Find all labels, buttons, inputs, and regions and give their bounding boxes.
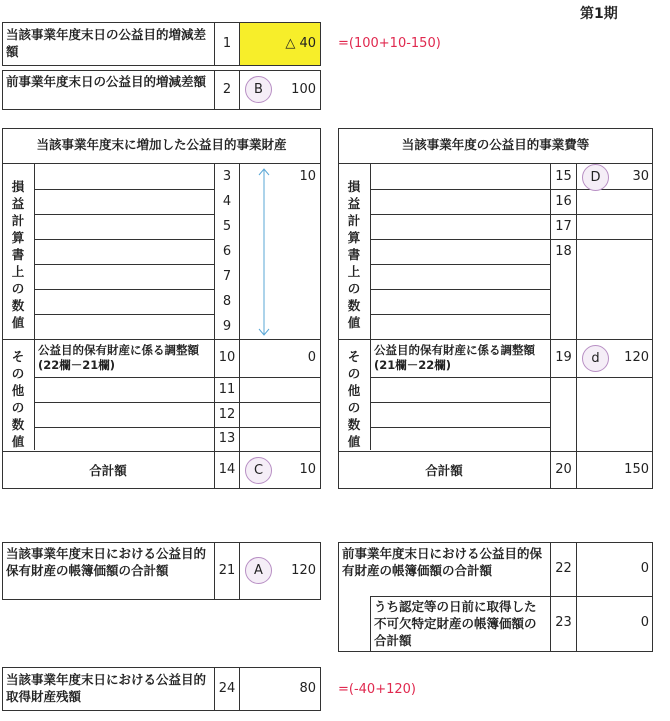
row24-number: 24	[218, 681, 236, 696]
right-total-value: 150	[624, 462, 649, 477]
row22-label: 前事業年度末日における公益目的保有財産の帳簿価額の合計額	[342, 546, 543, 578]
row21-label: 当該事業年度末日における公益目的保有財産の帳簿価額の合計額	[6, 546, 207, 578]
row2-circle-marker: B	[245, 76, 272, 103]
left-row-11-number: 11	[218, 382, 236, 397]
left-row-5-number: 5	[222, 219, 232, 234]
row22-number: 22	[555, 561, 572, 576]
right-total-label: 合計額	[425, 463, 463, 478]
row24-formula: =(-40+120)	[338, 682, 416, 697]
right-table-title: 当該事業年度の公益目的事業費等	[401, 137, 590, 152]
left-table-title: 当該事業年度末に増加した公益目的事業財産	[36, 137, 287, 152]
left-group2-label: その他の数値	[11, 349, 25, 449]
left-row-6-number: 6	[222, 244, 232, 259]
right-adjust-label: 公益目的保有財産に係る調整額(21欄－22欄)	[374, 343, 535, 372]
left-total-value: 10	[299, 462, 316, 477]
row1-number: 1	[222, 36, 232, 51]
period-label: 第1期	[580, 6, 618, 22]
row21-number: 21	[218, 563, 236, 578]
row23-label: うち認定等の日前に取得した不可欠特定財産の帳簿価額の合計額	[374, 599, 537, 648]
left-row-4-number: 4	[222, 194, 232, 209]
double-arrow-icon	[256, 167, 272, 337]
right-row-15-number: 15	[555, 169, 572, 184]
left-adjust-label: 公益目的保有財産に係る調整額(22欄－21欄)	[38, 343, 199, 372]
row23-value: 0	[640, 615, 649, 630]
left-row-13-number: 13	[218, 431, 236, 446]
left-group1-label: 損益計算書上の数値	[11, 179, 25, 330]
right-total-number: 20	[555, 462, 572, 477]
row24-value: 80	[299, 681, 316, 696]
right-row-17-number: 17	[555, 219, 572, 234]
right-row-19-circle-marker: d	[582, 345, 609, 372]
row2-value: 100	[291, 82, 316, 97]
left-row-10-value: 0	[307, 350, 316, 365]
left-total-label: 合計額	[89, 463, 127, 478]
row22-value: 0	[640, 561, 649, 576]
left-total-number: 14	[218, 462, 236, 477]
left-row-10-number: 10	[218, 350, 236, 365]
right-group2-label: その他の数値	[347, 349, 361, 449]
right-row-18-number: 18	[555, 244, 572, 259]
row1-value: △ 40	[285, 36, 316, 51]
left-row-12-number: 12	[218, 407, 236, 422]
row1-formula: =(100+10-150)	[338, 36, 441, 51]
left-row-3-value: 10	[299, 169, 316, 184]
row23-number: 23	[555, 615, 572, 630]
right-row-16-number: 16	[555, 194, 572, 209]
right-row-19-number: 19	[555, 350, 572, 365]
row1-label: 当該事業年度末日の公益目的増減差額	[6, 27, 207, 59]
row2-number: 2	[222, 82, 232, 97]
row2-label: 前事業年度末日の公益目的増減差額	[6, 74, 207, 89]
row21-value: 120	[291, 563, 316, 578]
left-row-8-number: 8	[222, 294, 232, 309]
right-row-15-circle-marker: D	[582, 164, 609, 191]
right-group1-label: 損益計算書上の数値	[347, 179, 361, 330]
left-total-circle-marker: C	[245, 457, 272, 484]
row24-label: 当該事業年度末日における公益目的取得財産残額	[6, 672, 207, 704]
right-row-19-value: 120	[624, 350, 649, 365]
left-row-3-number: 3	[222, 169, 232, 184]
left-row-9-number: 9	[222, 319, 232, 334]
row21-circle-marker: A	[245, 557, 272, 584]
left-row-7-number: 7	[222, 269, 232, 284]
right-row-15-value: 30	[632, 169, 649, 184]
